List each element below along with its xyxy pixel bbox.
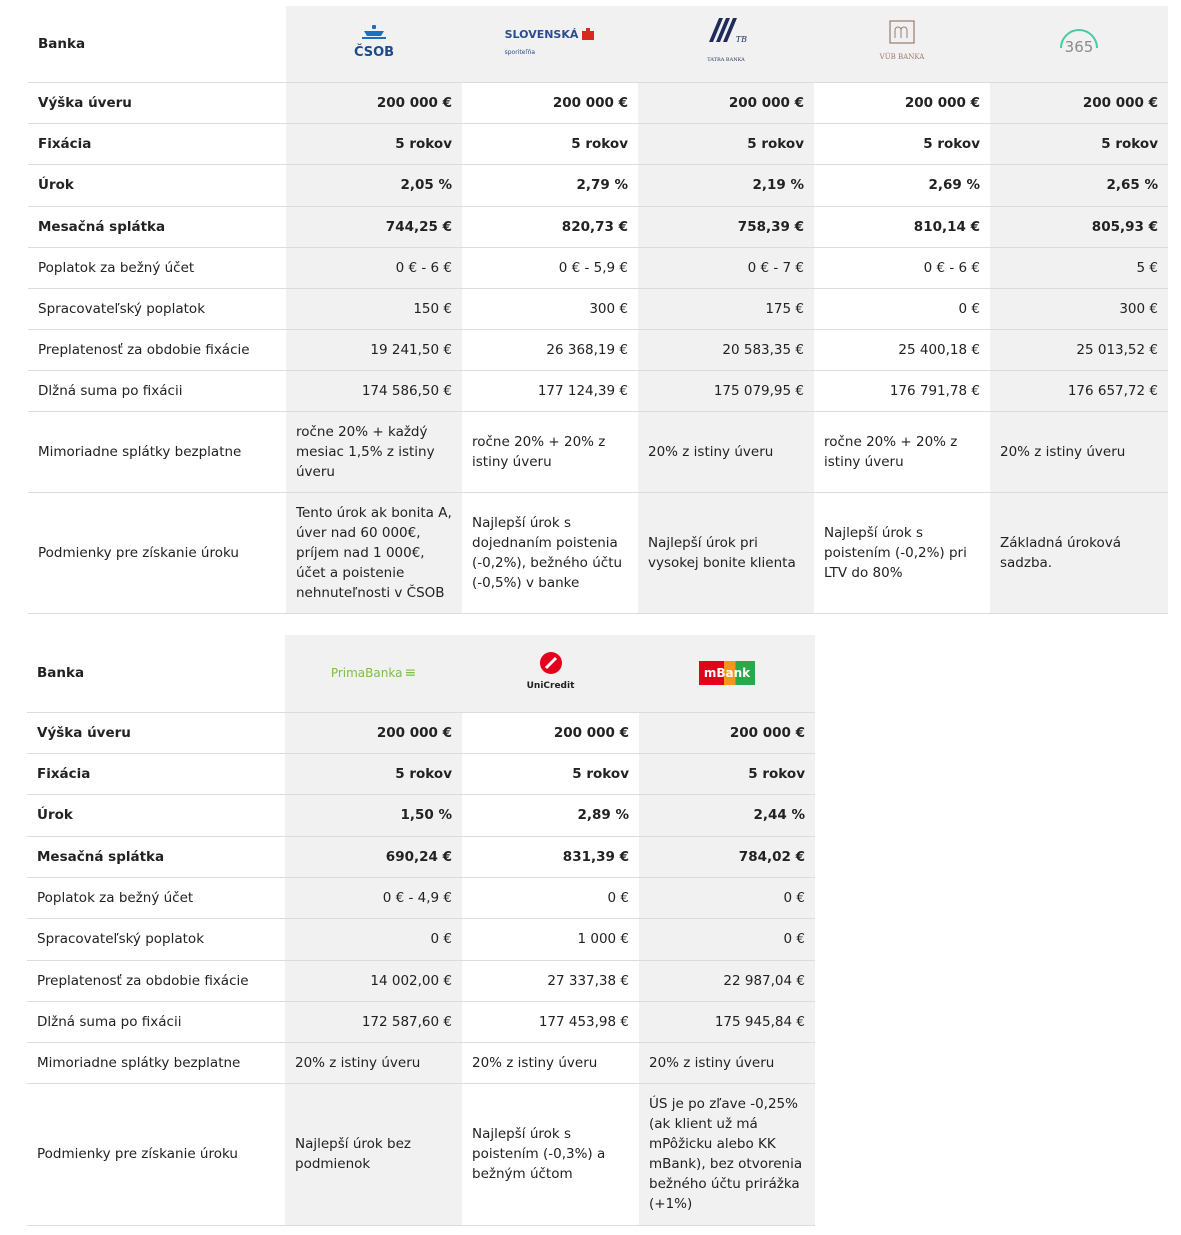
bank-label: Banka <box>27 635 285 712</box>
table-cell: 0 € - 6 € <box>286 247 462 288</box>
table-cell: 20% z istiny úveru <box>639 1042 815 1083</box>
table-cell: 27 337,38 € <box>462 960 639 1001</box>
table-row <box>28 329 1168 370</box>
table-cell: 2,69 % <box>814 164 990 206</box>
mbank-logo <box>699 661 755 685</box>
bank-logo-cell <box>814 6 990 82</box>
table-cell: 200 000 € <box>462 82 638 123</box>
row-label: Dlžná suma po fixácii <box>28 370 286 411</box>
table-cell: 150 € <box>286 288 462 329</box>
row-label: Podmienky pre získanie úroku <box>28 492 286 613</box>
header-row <box>27 635 815 712</box>
table-cell: ročne 20% + 20% z istiny úveru <box>814 411 990 492</box>
table-cell: 758,39 € <box>638 206 814 247</box>
prima-logo <box>331 663 416 683</box>
table-cell: 26 368,19 € <box>462 329 638 370</box>
table-cell: 25 013,52 € <box>990 329 1168 370</box>
bank-logo-cell <box>462 6 638 82</box>
table-cell: 5 rokov <box>639 753 815 794</box>
bank-label: Banka <box>28 6 286 82</box>
table-row <box>27 918 815 960</box>
table-cell: 175 079,95 € <box>638 370 814 411</box>
table-cell: ÚS je po zľave -0,25% (ak klient už má mPôžicku alebo KK mBank), bez otvorenia bežného účtu prirážka (+1%) <box>639 1083 815 1225</box>
row-label: Fixácia <box>28 123 286 164</box>
logo-text: mBank <box>699 661 755 685</box>
table-cell: 0 € <box>285 918 462 960</box>
bank-logo-cell <box>639 635 815 712</box>
logo-text: ČSOB <box>353 44 395 60</box>
table-cell: Najlepší úrok s poistením (-0,3%) a bežným účtom <box>462 1083 639 1225</box>
unicredit-logo <box>527 651 575 696</box>
table-cell: 20 583,35 € <box>638 329 814 370</box>
table-cell: 175 € <box>638 288 814 329</box>
table-cell: 172 587,60 € <box>285 1001 462 1042</box>
row-label: Výška úveru <box>28 82 286 123</box>
table-cell: 0 € - 4,9 € <box>285 877 462 918</box>
table-cell: ročne 20% + každý mesiac 1,5% z istiny úveru <box>286 411 462 492</box>
table-cell: Najlepší úrok pri vysokej bonite klienta <box>638 492 814 613</box>
comparison-table-1 <box>28 6 1168 614</box>
table-cell: 831,39 € <box>462 836 639 877</box>
row-label: Výška úveru <box>27 712 285 753</box>
365-logo <box>1057 24 1101 58</box>
table-cell: 200 000 € <box>286 82 462 123</box>
table-cell: 176 791,78 € <box>814 370 990 411</box>
table-cell: 2,19 % <box>638 164 814 206</box>
table-cell: 300 € <box>990 288 1168 329</box>
table-cell: 20% z istiny úveru <box>462 1042 639 1083</box>
table-cell: 200 000 € <box>639 712 815 753</box>
row-label: Mesačná splátka <box>27 836 285 877</box>
table-row <box>28 123 1168 164</box>
table-cell: 0 € <box>639 918 815 960</box>
table-cell: 820,73 € <box>462 206 638 247</box>
vub-logo <box>880 20 925 67</box>
table-row <box>28 164 1168 206</box>
table-cell: 200 000 € <box>990 82 1168 123</box>
header-row <box>28 6 1168 82</box>
table-cell: 805,93 € <box>990 206 1168 247</box>
table-cell: 200 000 € <box>285 712 462 753</box>
table-cell: 174 586,50 € <box>286 370 462 411</box>
table-cell: 5 rokov <box>286 123 462 164</box>
table-cell: 0 € - 7 € <box>638 247 814 288</box>
table-cell: 744,25 € <box>286 206 462 247</box>
table-cell: 200 000 € <box>638 82 814 123</box>
bank-logo-cell <box>286 6 462 82</box>
table-cell: 177 453,98 € <box>462 1001 639 1042</box>
row-label: Fixácia <box>27 753 285 794</box>
table-cell: 2,89 % <box>462 794 639 836</box>
table-cell: 2,44 % <box>639 794 815 836</box>
table-cell: 0 € <box>639 877 815 918</box>
table-cell: Najlepší úrok s dojednaním poistenia (-0,2%), bežného účtu (-0,5%) v banke <box>462 492 638 613</box>
prima-mark-icon: ≡ <box>404 665 417 682</box>
row-label: Preplatenosť za obdobie fixácie <box>27 960 285 1001</box>
table-cell: 19 241,50 € <box>286 329 462 370</box>
tatra-logo <box>707 18 745 70</box>
table-row <box>27 753 815 794</box>
table-cell: 20% z istiny úveru <box>638 411 814 492</box>
table-row <box>28 288 1168 329</box>
table-cell: Tento úrok ak bonita A, úver nad 60 000€, príjem nad 1 000€, účet a poistenie nehnuteľnosti v ČSOB <box>286 492 462 613</box>
table-row <box>27 712 815 753</box>
table-cell: Najlepší úrok bez podmienok <box>285 1083 462 1225</box>
bank-logo-cell <box>462 635 639 712</box>
table-row <box>28 206 1168 247</box>
table-cell: ročne 20% + 20% z istiny úveru <box>462 411 638 492</box>
csob-logo <box>354 25 394 63</box>
table-cell: 784,02 € <box>639 836 815 877</box>
table-cell: 20% z istiny úveru <box>990 411 1168 492</box>
table-cell: 20% z istiny úveru <box>285 1042 462 1083</box>
table-row <box>27 836 815 877</box>
bank-logo-cell <box>285 635 462 712</box>
table-cell: 300 € <box>462 288 638 329</box>
table-row <box>27 960 815 1001</box>
row-label: Mimoriadne splátky bezplatne <box>27 1042 285 1083</box>
table-row <box>28 82 1168 123</box>
table-cell: 1 000 € <box>462 918 639 960</box>
table-cell: 176 657,72 € <box>990 370 1168 411</box>
logo-text: 365 <box>1064 37 1094 56</box>
table-cell: 0 € <box>462 877 639 918</box>
table-cell: 1,50 % <box>285 794 462 836</box>
table-row <box>27 794 815 836</box>
row-label: Spracovateľský poplatok <box>28 288 286 329</box>
slsp-logo <box>505 25 596 63</box>
table-cell: 5 rokov <box>638 123 814 164</box>
comparison-table-2 <box>27 635 815 1226</box>
logo-text: PrimaBanka <box>330 666 403 681</box>
table-row <box>27 1083 815 1225</box>
bank-logo-cell <box>638 6 814 82</box>
table-row <box>28 247 1168 288</box>
table-cell: 200 000 € <box>462 712 639 753</box>
row-label: Dlžná suma po fixácii <box>27 1001 285 1042</box>
table-row <box>27 1042 815 1083</box>
table-row <box>28 370 1168 411</box>
table-cell: 5 rokov <box>990 123 1168 164</box>
table-cell: 810,14 € <box>814 206 990 247</box>
logo-text: VÚB BANKA <box>879 53 925 62</box>
logo-subtext: sporiteľňa <box>504 49 536 57</box>
row-label: Preplatenosť za obdobie fixácie <box>28 329 286 370</box>
bank-logo-cell <box>990 6 1168 82</box>
logo-mark: TB <box>735 34 747 44</box>
row-label: Podmienky pre získanie úroku <box>27 1083 285 1225</box>
table-cell: Základná úroková sadzba. <box>990 492 1168 613</box>
table-cell: 200 000 € <box>814 82 990 123</box>
table-cell: 5 € <box>990 247 1168 288</box>
table-cell: 0 € - 6 € <box>814 247 990 288</box>
logo-text: SLOVENSKÁ <box>504 28 579 42</box>
table-cell: 14 002,00 € <box>285 960 462 1001</box>
table-row <box>27 1001 815 1042</box>
table-cell: 5 rokov <box>462 753 639 794</box>
table-cell: 2,79 % <box>462 164 638 206</box>
table-cell: 5 rokov <box>814 123 990 164</box>
table-cell: 5 rokov <box>462 123 638 164</box>
row-label: Poplatok za bežný účet <box>28 247 286 288</box>
logo-text: UniCredit <box>526 680 575 691</box>
table-cell: 5 rokov <box>285 753 462 794</box>
table-cell: 2,05 % <box>286 164 462 206</box>
row-label: Mimoriadne splátky bezplatne <box>28 411 286 492</box>
table-cell: 0 € - 5,9 € <box>462 247 638 288</box>
row-label: Úrok <box>28 164 286 206</box>
table-cell: 175 945,84 € <box>639 1001 815 1042</box>
table-cell: 22 987,04 € <box>639 960 815 1001</box>
table-row <box>27 877 815 918</box>
table-cell: 0 € <box>814 288 990 329</box>
table-cell: 2,65 % <box>990 164 1168 206</box>
table-row <box>28 411 1168 492</box>
row-label: Spracovateľský poplatok <box>27 918 285 960</box>
logo-text: TATRA BANKA <box>707 56 745 63</box>
table-cell: 177 124,39 € <box>462 370 638 411</box>
row-label: Úrok <box>27 794 285 836</box>
table-cell: Najlepší úrok s poistením (-0,2%) pri LTV do 80% <box>814 492 990 613</box>
row-label: Poplatok za bežný účet <box>27 877 285 918</box>
table-cell: 690,24 € <box>285 836 462 877</box>
row-label: Mesačná splátka <box>28 206 286 247</box>
table-row <box>28 492 1168 613</box>
table-cell: 25 400,18 € <box>814 329 990 370</box>
